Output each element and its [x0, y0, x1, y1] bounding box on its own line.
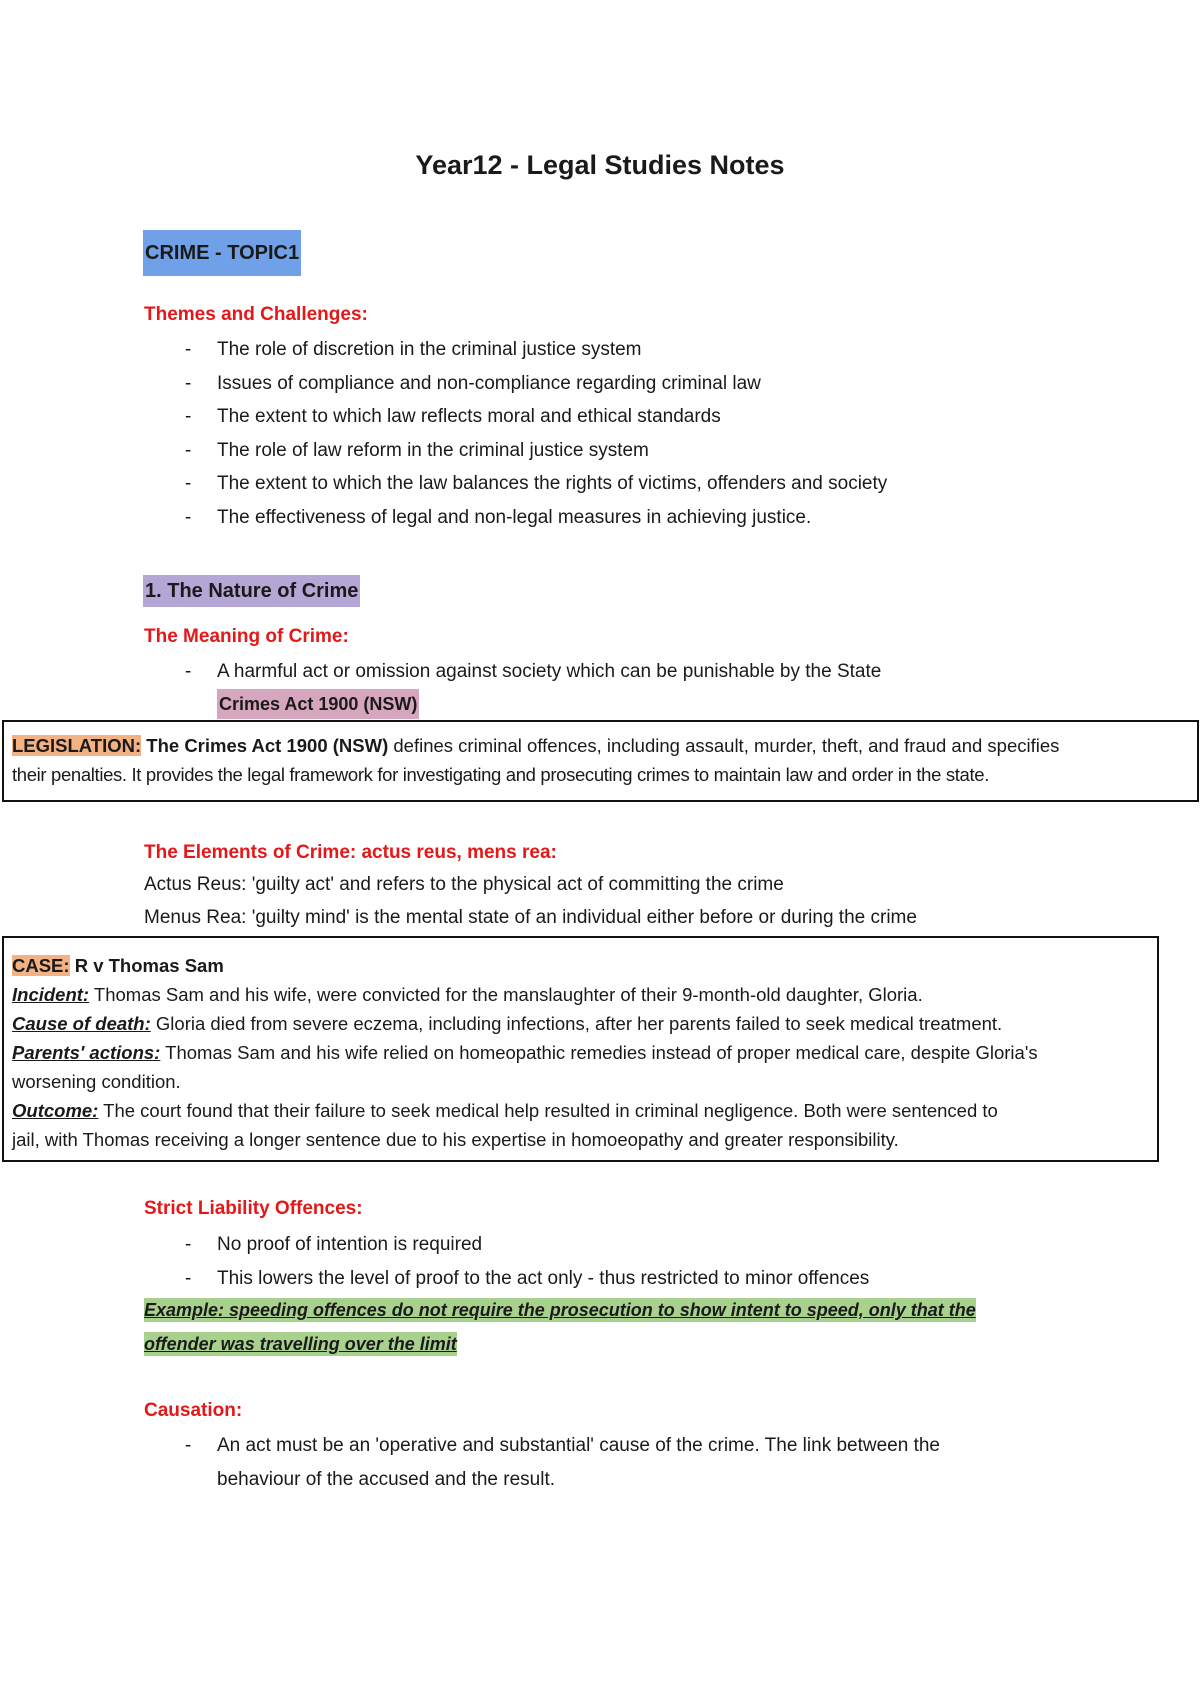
case-box — [2, 936, 1159, 1162]
cause-text: Gloria died from severe eczema, including infections, after her parents failed to seek medical treatment. — [155, 1013, 1003, 1034]
list-item: - Issues of compliance and non-compliance regarding criminal law — [185, 367, 887, 401]
outcome-text: The court found that their failure to seek medical help resulted in criminal negligence. Both were sentenced to — [103, 1100, 998, 1121]
dash-bullet: - — [185, 372, 192, 394]
dash-bullet: - — [185, 473, 192, 494]
dash-bullet: - — [185, 506, 192, 528]
outcome-label: Outcome: — [12, 1100, 99, 1121]
list-item: - The role of law reform in the criminal justice system — [185, 434, 887, 468]
mens-rea-text: Menus Rea: 'guilty mind' is the mental state of an individual either before or during the crime — [144, 907, 917, 928]
legislation-box — [2, 720, 1199, 802]
nature-heading: 1. The Nature of Crime — [143, 575, 360, 607]
elements-heading: The Elements of Crime: actus reus, mens rea: — [144, 842, 557, 863]
list-item: - The extent to which law reflects moral and ethical standards — [185, 400, 887, 434]
list-item: - The extent to which the law balances the rights of victims, offenders and society — [185, 467, 887, 501]
dash-bullet: - — [185, 439, 192, 461]
dash-bullet: - — [185, 339, 192, 360]
themes-heading: Themes and Challenges: — [144, 304, 368, 325]
list-item: - The role of discretion in the criminal justice system — [185, 333, 887, 367]
dash-bullet: - — [185, 1234, 192, 1255]
parents-label: Parents' actions: — [12, 1042, 161, 1063]
themes-list — [185, 333, 887, 534]
parents-text: Thomas Sam and his wife relied on homeopathic remedies instead of proper medical care, despite Gloria's — [165, 1042, 1038, 1063]
list-item: - No proof of intention is required — [185, 1228, 869, 1262]
legislation-label: LEGISLATION: — [12, 735, 142, 756]
dash-bullet: - — [185, 1267, 192, 1289]
list-item: - This lowers the level of proof to the act only - thus restricted to minor offences — [185, 1262, 869, 1296]
list-item: behaviour of the accused and the result. — [217, 1468, 556, 1490]
legislation-act: The Crimes Act 1900 (NSW) — [146, 735, 389, 756]
causation-list — [185, 1429, 940, 1496]
case-name: R v Thomas Sam — [74, 955, 224, 976]
legislation-text: defines criminal offences, including assault, murder, theft, and fraud and specifies — [393, 735, 1060, 756]
legislation-text: their penalties. It provides the legal framework for investigating and prosecuting crimes to maintain law and order in the state. — [12, 764, 989, 785]
strict-liability-heading: Strict Liability Offences: — [144, 1198, 363, 1219]
topic-heading: CRIME - TOPIC1 — [143, 230, 301, 276]
outcome-text: jail, with Thomas receiving a longer sentence due to his expertise in homoeopathy and greater responsibility. — [12, 1129, 899, 1150]
incident-label: Incident: — [12, 984, 90, 1005]
dash-bullet: - — [185, 661, 192, 682]
causation-heading: Causation: — [144, 1400, 243, 1421]
example-text: Example: speeding offences do not require the prosecution to show intent to speed, only that the — [144, 1300, 976, 1320]
page-title: Year12 - Legal Studies Notes — [415, 150, 785, 180]
dash-bullet: - — [185, 1435, 192, 1456]
dash-bullet: - — [185, 406, 192, 427]
crimes-act-tag: Crimes Act 1900 (NSW) — [217, 689, 419, 719]
actus-reus-text: Actus Reus: 'guilty act' and refers to the physical act of committing the crime — [144, 874, 784, 895]
meaning-heading: The Meaning of Crime: — [144, 626, 349, 647]
list-item: - The effectiveness of legal and non-legal measures in achieving justice. — [185, 501, 887, 535]
meaning-list — [185, 655, 881, 689]
example-text: offender was travelling over the limit — [144, 1334, 457, 1354]
parents-text: worsening condition. — [12, 1071, 181, 1092]
cause-label: Cause of death: — [12, 1013, 151, 1034]
strict-liability-list — [185, 1228, 869, 1295]
incident-text: Thomas Sam and his wife, were convicted for the manslaughter of their 9-month-old daughter, Gloria. — [93, 984, 923, 1005]
case-label: CASE: — [12, 955, 70, 976]
list-item: - A harmful act or omission against society which can be punishable by the State — [185, 655, 881, 689]
list-item: - An act must be an 'operative and substantial' cause of the crime. The link between the — [185, 1429, 940, 1463]
